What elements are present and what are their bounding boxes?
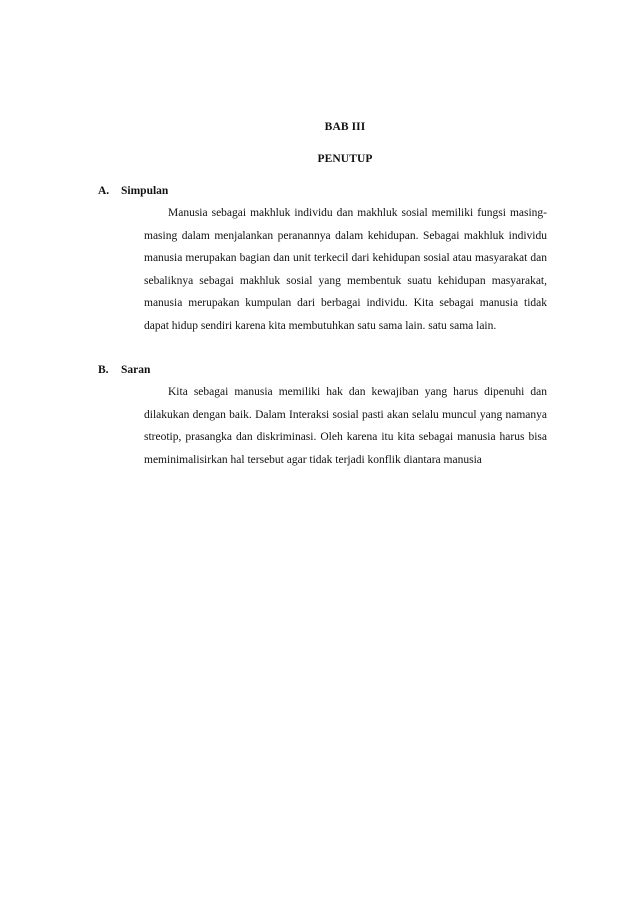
section-marker: B. <box>98 364 109 376</box>
section-marker: A. <box>98 185 110 197</box>
chapter-title: PENUTUP <box>317 153 373 165</box>
section-paragraph-simpulan: Manusia sebagai makhluk individu dan makhluk sosial memiliki fungsi masing-masing dalam menjalankan peranannya dalam kehidupan. Sebagai makhluk individu manusia merupakan bagian dan unit terkecil dari kehidupan sosial atau masyarakat dan sebaliknya sebagai makhluk sosial yang membentuk suatu kehidupan masyarakat, manusia merupakan kumpulan dari berbagai individu. Kita sebagai manusia tidak dapat hidup sendiri karena kita membutuhkan satu sama lain. satu sama lain. <box>144 207 547 332</box>
section-title: Saran <box>121 364 151 376</box>
section-paragraph-saran: Kita sebagai manusia memiliki hak dan kewajiban yang harus dipenuhi dan dilakukan dengan baik. Dalam Interaksi sosial pasti akan selalu muncul yang namanya streotip, prasangka dan diskriminasi. Oleh karena itu kita sebagai manusia harus bisa meminimalisirkan hal tersebut agar tidak terjadi konflik diantara manusia <box>144 386 547 466</box>
chapter-number: BAB III <box>324 121 366 133</box>
section-heading-simpulan <box>98 185 169 197</box>
section-heading-saran <box>98 364 151 376</box>
section-title: Simpulan <box>121 185 169 197</box>
